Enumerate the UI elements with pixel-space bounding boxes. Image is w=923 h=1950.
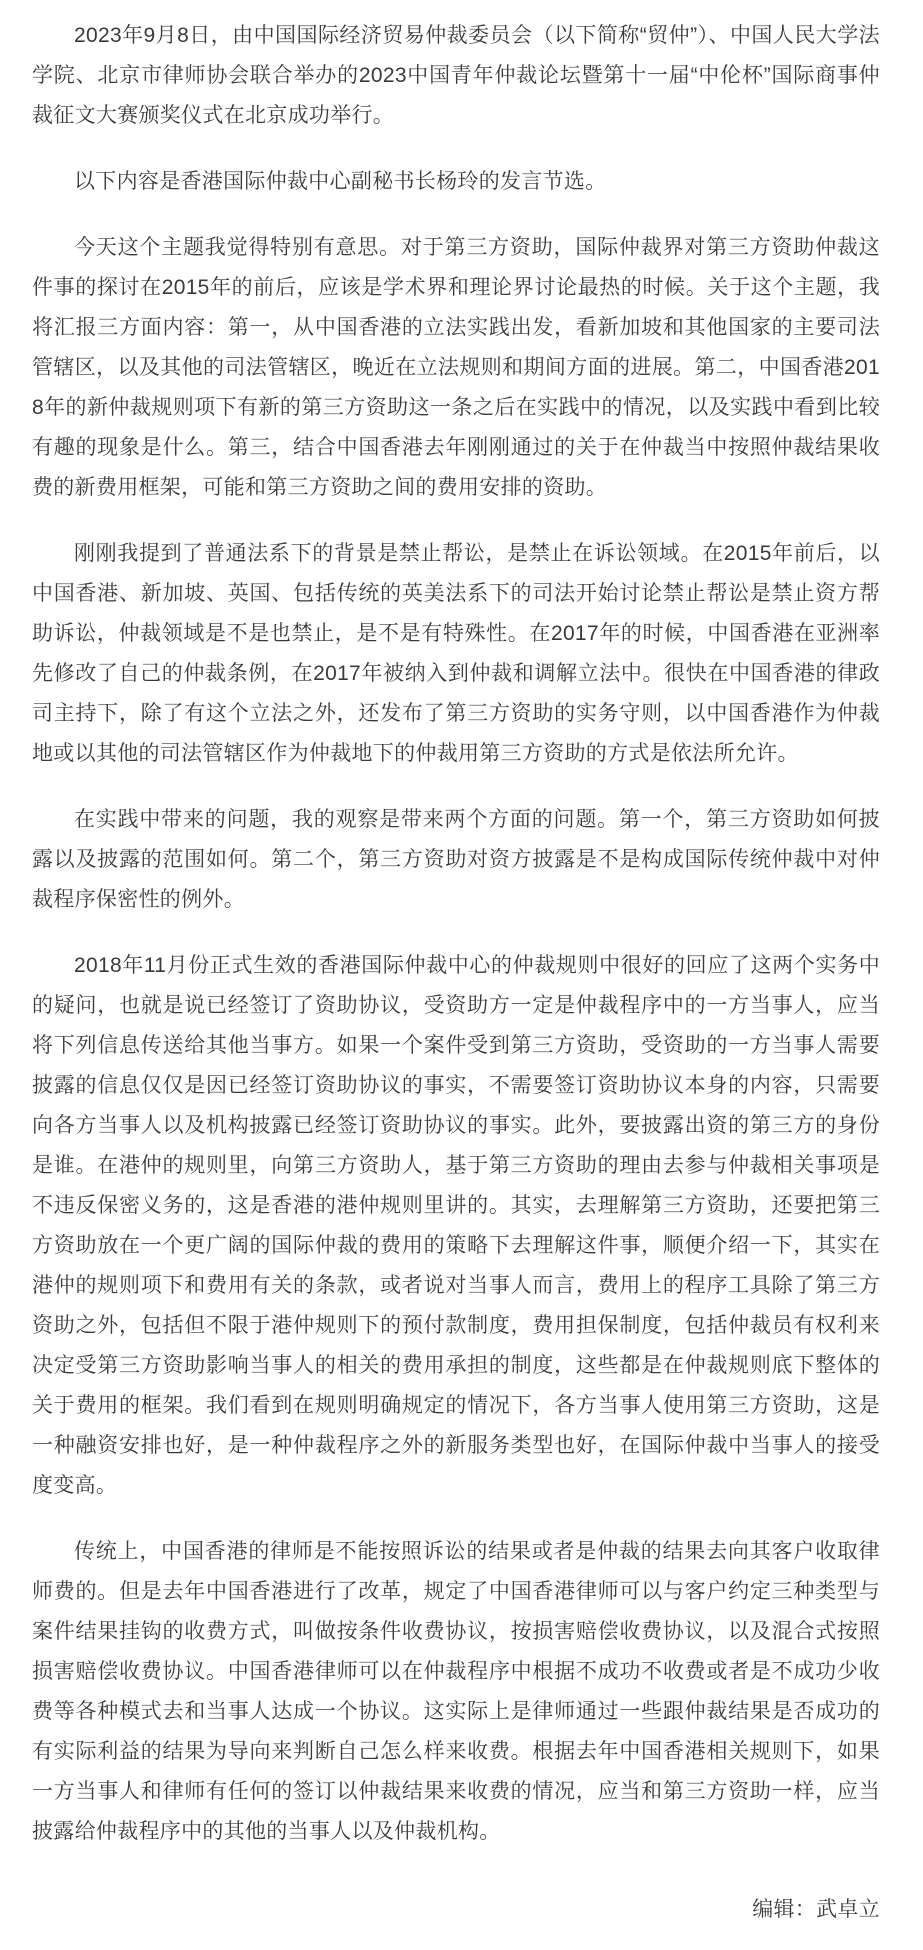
speech-paragraph-fee-reform: 传统上，中国香港的律师是不能按照诉讼的结果或者是仲裁的结果去向其客户收取律师费的。但是去年中国香港进行了改革，规定了中国香港律师可以与客户约定三种类型与案件结果挂钩的收费方式，叫做按条件收费协议，按损害赔偿收费协议，以及混合式按照损害赔偿收费协议。中国香港律师可以在仲裁程序中根据不成功不收费或者是不成功少收费等各种模式去和当事人达成一个协议。这实际上是律师通过一些跟仲裁结果是否成功的有实际利益的结果为导向来判断自己怎么样来收费。根据去年中国香港相关规则下，如果一方当事人和律师有任何的签订以仲裁结果来收费的情况，应当和第三方资助一样，应当披露给仲裁程序中的其他的当事人以及仲裁机构。 <box>32 1540 880 1843</box>
speech-paragraph-hkiac-rules: 2018年11月份正式生效的香港国际仲裁中心的仲裁规则中很好的回应了这两个实务中的疑问，也就是说已经签订了资助协议，受资助方一定是仲裁程序中的一方当事人，应当将下列信息传送给其他当事方。如果一个案件受到第三方资助，受资助的一方当事人需要披露的信息仅仅是因已经签订资助协议的事实，不需要签订资助协议本身的内容，只需要向各方当事人以及机构披露已经签订资助协议的事实。此外，要披露出资的第三方的身份是谁。在港仲的规则里，向第三方资助人，基于第三方资助的理由去参与仲裁相关事项是不违反保密义务的，这是香港的港仲规则里讲的。其实，去理解第三方资助，还要把第三方资助放在一个更广阔的国际仲裁的费用的策略下去理解这件事，顺便介绍一下，其实在港仲的规则项下和费用有关的条款，或者说对当事人而言，费用上的程序工具除了第三方资助之外，包括但不限于港仲规则下的预付款制度，费用担保制度，包括仲裁员有权利来决定受第三方资助影响当事人的相关的费用承担的制度，这些都是在仲裁规则底下整体的关于费用的框架。我们看到在规则明确规定的情况下，各方当事人使用第三方资助，这是一种融资安排也好，是一种仲裁程序之外的新服务类型也好，在国际仲裁中当事人的接受度变高。 <box>32 954 880 1497</box>
intro-paragraph-event: 2023年9月8日，由中国国际经济贸易仲裁委员会（以下简称“贸仲”）、中国人民大学法学院、北京市律师协会联合举办的2023中国青年仲裁论坛暨第十一届“中伦杯”国际商事仲裁征文大赛颁奖仪式在北京成功举行。 <box>32 24 880 127</box>
speech-paragraph-topics: 今天这个主题我觉得特别有意思。对于第三方资助，国际仲裁界对第三方资助仲裁这件事的探讨在2015年的前后，应该是学术界和理论界讨论最热的时候。关于这个主题，我将汇报三方面内容：第一，从中国香港的立法实践出发，看新加坡和其他国家的主要司法管辖区，以及其他的司法管辖区，晚近在立法规则和期间方面的进展。第二，中国香港2018年的新仲裁规则项下有新的第三方资助这一条之后在实践中的情况，以及实践中看到比较有趣的现象是什么。第三，结合中国香港去年刚刚通过的关于在仲裁当中按照仲裁结果收费的新费用框架，可能和第三方资助之间的费用安排的资助。 <box>32 236 880 499</box>
intro-paragraph-speaker: 以下内容是香港国际仲裁中心副秘书长杨玲的发言节选。 <box>74 170 607 193</box>
speech-paragraph-issues: 在实践中带来的问题，我的观察是带来两个方面的问题。第一个，第三方资助如何披露以及披露的范围如何。第二个，第三方资助对资方披露是不是构成国际传统仲裁中对仲裁程序保密性的例外。 <box>32 808 880 911</box>
speech-paragraph-legislation: 刚刚我提到了普通法系下的背景是禁止帮讼，是禁止在诉讼领域。在2015年前后，以中国香港、新加坡、英国、包括传统的英美法系下的司法开始讨论禁止帮讼是禁止资方帮助诉讼，仲裁领域是不是也禁止，是不是有特殊性。在2017年的时候，中国香港在亚洲率先修改了自己的仲裁条例，在2017年被纳入到仲裁和调解立法中。很快在中国香港的律政司主持下，除了有这个立法之外，还发布了第三方资助的实务守则，以中国香港作为仲裁地或以其他的司法管辖区作为仲裁地下的仲裁用第三方资助的方式是依法所允许。 <box>32 542 880 765</box>
editor-credit: 编辑：武卓立 <box>752 1898 880 1921</box>
